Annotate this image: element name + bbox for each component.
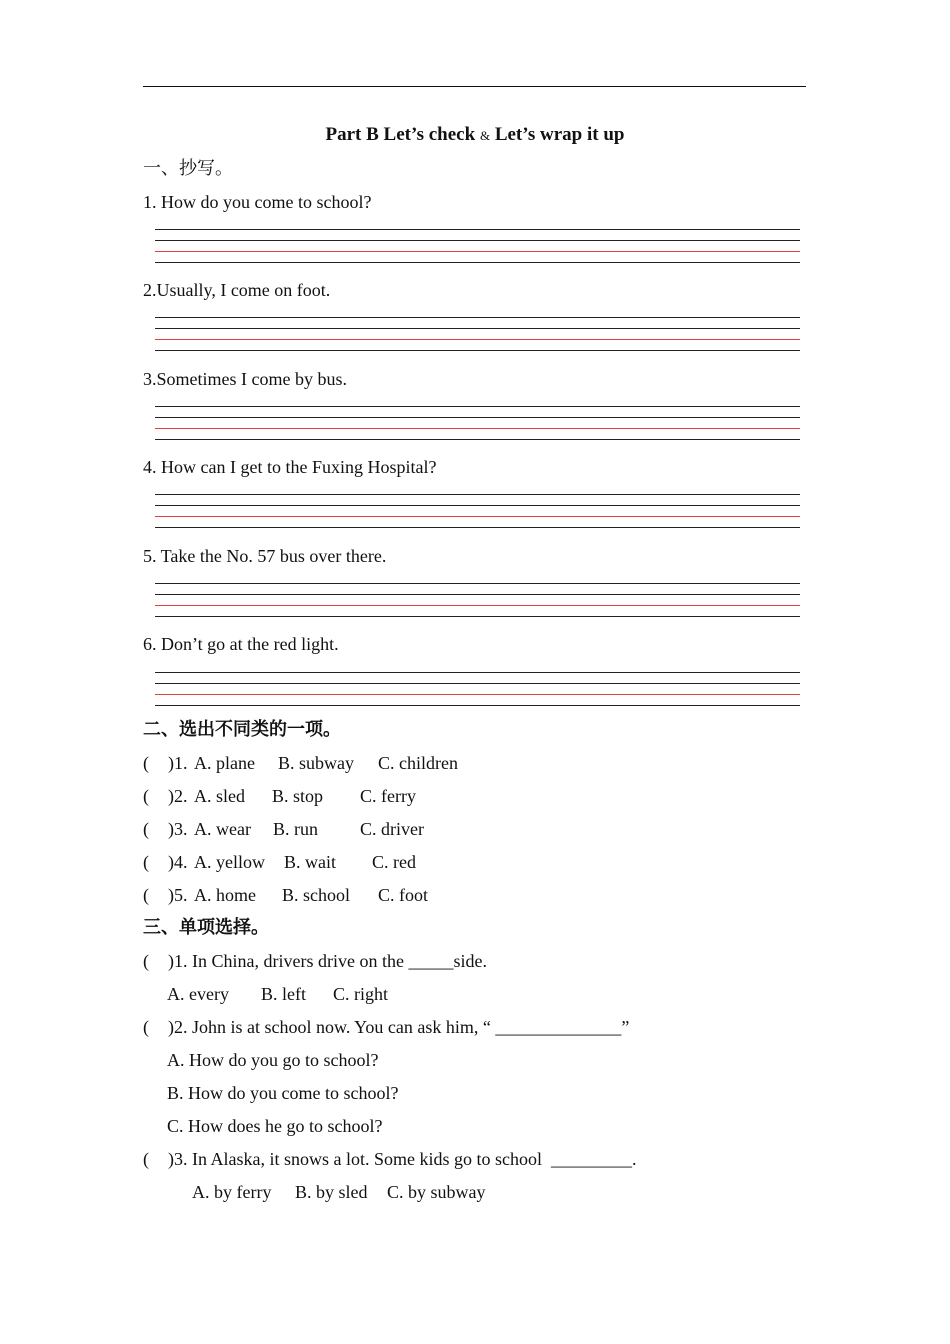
- item-number: )3.: [168, 819, 188, 839]
- item-number: )1.: [168, 753, 188, 773]
- answer-paren[interactable]: (: [143, 885, 149, 905]
- option-c: C. right: [333, 984, 389, 1004]
- copy-sentence-1: 1. How do you come to school?: [143, 192, 372, 212]
- option-a: A. wear: [194, 819, 251, 839]
- option-b: B. school: [282, 885, 351, 905]
- question-stem: )3. In Alaska, it snows a lot. Some kids go to school _________.: [168, 1149, 637, 1169]
- writing-lines-3[interactable]: [155, 406, 800, 442]
- option-a: A. by ferry: [192, 1182, 272, 1202]
- copy-sentence-4: 4. How can I get to the Fuxing Hospital?: [143, 457, 437, 477]
- copy-sentence-5: 5. Take the No. 57 bus over there.: [143, 546, 387, 566]
- writing-lines-5[interactable]: [155, 583, 800, 619]
- option-b: B. stop: [272, 786, 324, 806]
- writing-lines-1[interactable]: [155, 229, 800, 265]
- option-a: A. yellow: [194, 852, 265, 872]
- option-a: A. sled: [194, 786, 245, 806]
- question-stem: )1. In China, drivers drive on the _____side.: [168, 951, 487, 971]
- option-c: C. How does he go to school?: [167, 1116, 383, 1136]
- section3-heading: 三、单项选择。: [143, 917, 269, 938]
- writing-lines-6[interactable]: [155, 672, 800, 708]
- answer-paren[interactable]: (: [143, 753, 149, 773]
- page-title: Part B Let’s check & Let’s wrap it up: [325, 124, 625, 145]
- writing-lines-2[interactable]: [155, 317, 800, 353]
- option-b: B. wait: [284, 852, 336, 872]
- answer-paren[interactable]: (: [143, 1149, 149, 1169]
- answer-paren[interactable]: (: [143, 819, 149, 839]
- option-b: B. subway: [278, 753, 354, 773]
- option-c: C. children: [378, 753, 458, 773]
- item-number: )4.: [168, 852, 188, 872]
- option-b: B. by sled: [295, 1182, 368, 1202]
- option-c: C. foot: [378, 885, 429, 905]
- answer-paren[interactable]: (: [143, 1017, 149, 1037]
- copy-sentence-6: 6. Don’t go at the red light.: [143, 634, 339, 654]
- option-b: B. How do you come to school?: [167, 1083, 399, 1103]
- option-c: C. driver: [360, 819, 424, 839]
- option-b: B. left: [261, 984, 306, 1004]
- item-number: )5.: [168, 885, 188, 905]
- section2-heading: 二、选出不同类的一项。: [143, 719, 341, 740]
- header-rule: [143, 86, 806, 87]
- item-number: )2.: [168, 786, 188, 806]
- answer-paren[interactable]: (: [143, 951, 149, 971]
- option-a: A. home: [194, 885, 256, 905]
- option-c: C. by subway: [387, 1182, 486, 1202]
- answer-paren[interactable]: (: [143, 852, 149, 872]
- option-a: A. How do you go to school?: [167, 1050, 379, 1070]
- answer-paren[interactable]: (: [143, 786, 149, 806]
- copy-sentence-3: 3.Sometimes I come by bus.: [143, 369, 347, 389]
- copy-sentence-2: 2.Usually, I come on foot.: [143, 280, 331, 300]
- option-a: A. plane: [194, 753, 255, 773]
- option-a: A. every: [167, 984, 229, 1004]
- option-b: B. run: [273, 819, 318, 839]
- section1-heading: 一、抄写。: [143, 158, 233, 179]
- option-c: C. ferry: [360, 786, 416, 806]
- question-stem: )2. John is at school now. You can ask him, “ ______________”: [168, 1017, 630, 1037]
- writing-lines-4[interactable]: [155, 494, 800, 530]
- option-c: C. red: [372, 852, 416, 872]
